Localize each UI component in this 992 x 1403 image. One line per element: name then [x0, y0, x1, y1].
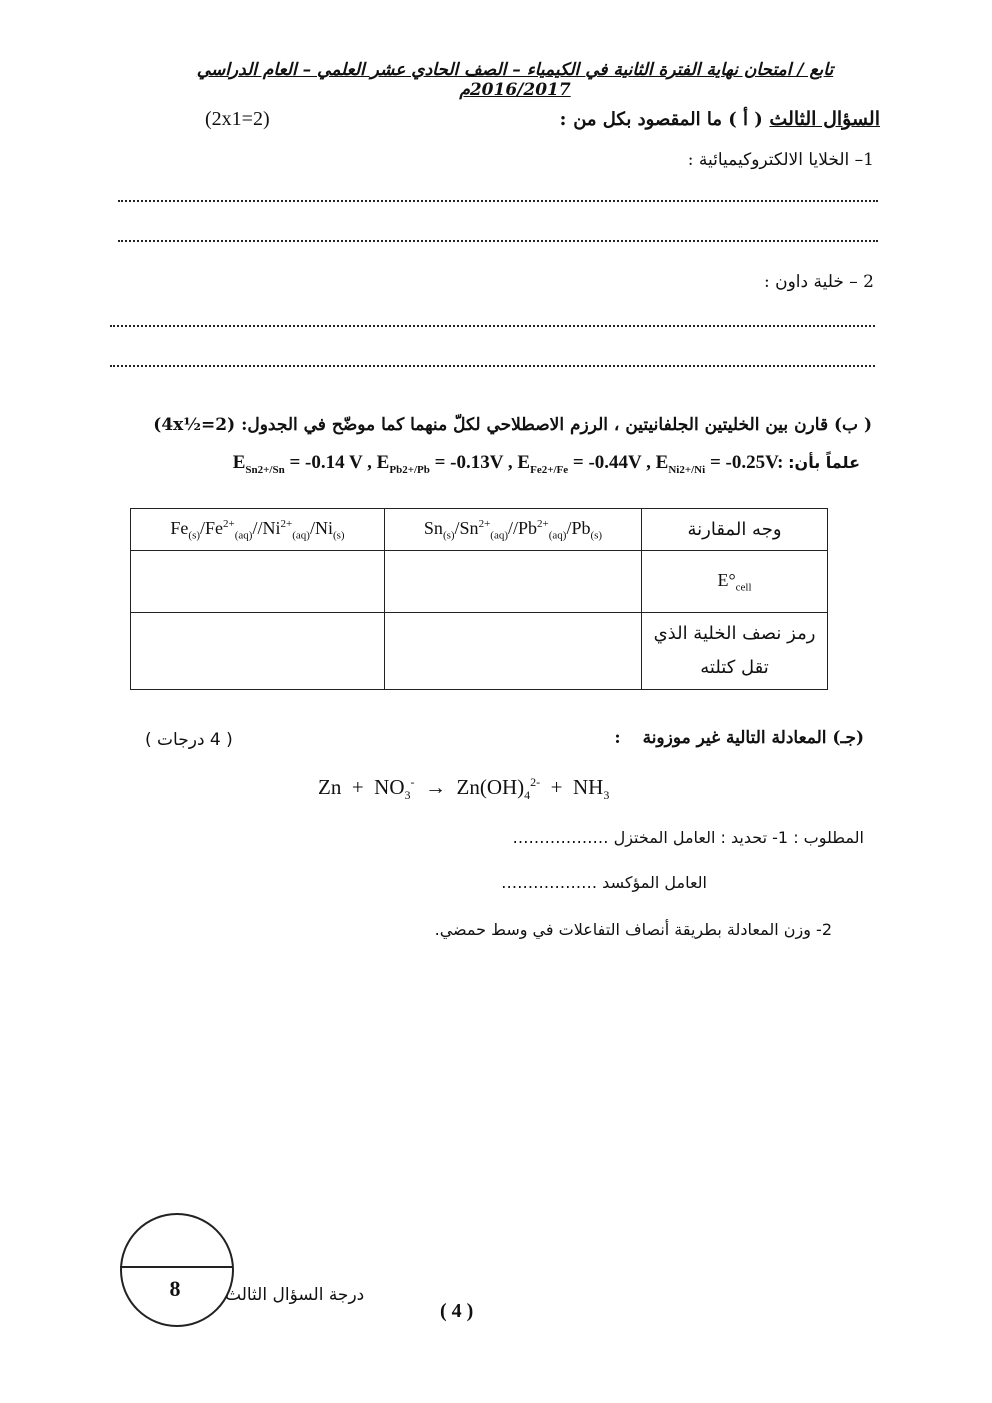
answer-line[interactable] — [110, 365, 875, 367]
potential-fe: $E_{Fe2+/Fe} = -0.44V$ , — [517, 452, 651, 476]
answer-line[interactable] — [110, 325, 875, 327]
part-c-row — [614, 728, 864, 748]
part-c-marks: ( 4 درجات ) — [145, 730, 233, 750]
item-1: 1– الخلايا الالكتروكيميائية : — [687, 150, 874, 170]
given-label: علماً بأن: — [788, 453, 860, 472]
table-header-row — [131, 509, 828, 551]
part-a-colon: : — [559, 108, 567, 130]
score-value: 8 — [169, 1276, 181, 1301]
header-label: وجه المقارنة — [642, 509, 828, 551]
part-c-colon: : — [614, 728, 621, 748]
answer-cell[interactable] — [131, 613, 385, 690]
answer-cell[interactable] — [131, 551, 385, 613]
cell-sn-pb: $Sn_{(s)}/Sn^{2+}_{(aq)}//Pb^{2+}_{(aq)}/Pb_{(s)}$ — [385, 509, 642, 551]
exam-header: تابع / امتحان نهاية الفترة الثانية في الكيمياء – الصف الحادي عشر العلمي – العام الدراسي 2016/2017م — [196, 60, 834, 100]
score-circle — [120, 1213, 234, 1327]
comparison-table — [130, 508, 828, 690]
unbalanced-equation: $Zn + NO_3^- \to Zn(OH)_4^{2-} + NH_3$ — [318, 775, 610, 803]
part-a-label: ( أ ) ما المقصود بكل من — [573, 109, 763, 130]
answer-cell[interactable] — [385, 551, 642, 613]
page-number: ( 4 ) — [440, 1300, 474, 1322]
part-b-text: ( ب) قارن بين الخليتين الجلفانيتين ، الرزم الاصطلاحي لكلّ منهما كما موضّح في الجدول: (4x½=2) — [153, 415, 872, 435]
answer-line[interactable] — [118, 200, 878, 202]
question-title: السؤال الثالث — [769, 108, 880, 130]
item-2: 2 – خلية داون : — [763, 272, 874, 292]
answer-line[interactable] — [118, 240, 878, 242]
question-title-row — [560, 108, 880, 130]
requirement-1b: العامل المؤكسد ……………… — [501, 873, 707, 892]
potential-sn: $E_{Sn2+/Sn} = -0.14$ V , — [232, 452, 372, 476]
potential-pb: $E_{Pb2+/Pb} = -0.13V$ , — [376, 452, 513, 476]
score-divider — [120, 1266, 232, 1268]
score-label: درجة السؤال الثالث — [225, 1285, 365, 1305]
row2-label: رمز نصف الخلية الذي تقل كتلته — [642, 613, 828, 690]
cell-fe-ni: $Fe_{(s)}/Fe^{2+}_{(aq)}//Ni^{2+}_{(aq)}/Ni_{(s)}$ — [131, 509, 385, 551]
requirement-2: 2- وزن المعادلة بطريقة أنصاف التفاعلات في وسط حمضي. — [434, 920, 832, 939]
table-row — [131, 551, 828, 613]
table-row — [131, 613, 828, 690]
answer-cell[interactable] — [385, 613, 642, 690]
part-a-marks: (2x1=2) — [205, 108, 270, 130]
potentials-list — [233, 452, 784, 476]
given-potentials — [110, 452, 860, 476]
row1-label: $E^\circ_{cell}$ — [642, 551, 828, 613]
part-c-label: (جـ) المعادلة التالية غير موزونة — [642, 728, 864, 748]
requirement-1: المطلوب : 1- تحديد : العامل المختزل ……………… — [512, 828, 864, 847]
potential-ni: $E_{Ni2+/Ni} = -0.25V$: — [655, 452, 784, 476]
